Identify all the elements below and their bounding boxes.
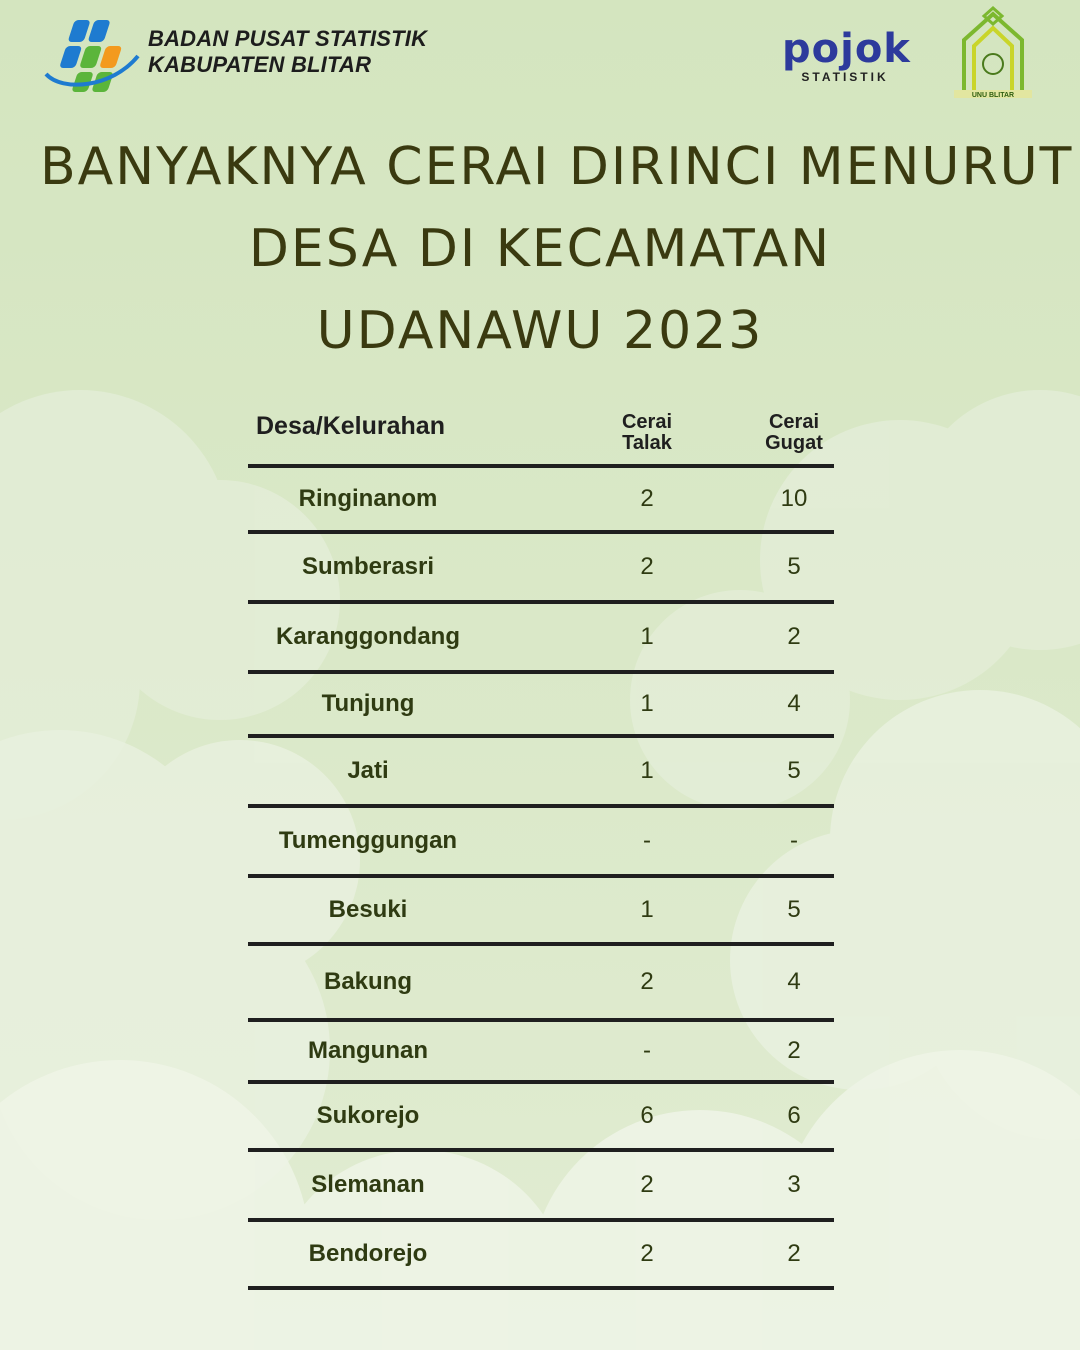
cell-cerai-talak: 2 bbox=[640, 968, 654, 995]
cell-cerai-talak: 2 bbox=[640, 1240, 654, 1267]
cell-cerai-talak: 1 bbox=[640, 896, 654, 923]
cell-desa: Karanggondang bbox=[276, 623, 460, 650]
cell-cerai-gugat: 3 bbox=[787, 1171, 801, 1198]
cell-cerai-talak: - bbox=[643, 1037, 651, 1064]
table-row bbox=[248, 534, 834, 604]
cell-cerai-gugat: 2 bbox=[787, 623, 801, 650]
cell-cerai-gugat: 6 bbox=[787, 1102, 801, 1129]
column-header-cerai-gugat bbox=[744, 412, 844, 454]
cell-desa: Slemanan bbox=[311, 1171, 425, 1198]
table-row bbox=[248, 1022, 834, 1084]
header-gugat-line1: Cerai bbox=[768, 411, 820, 433]
title-line3: UDANAWU 2023 bbox=[316, 301, 764, 361]
table-body bbox=[248, 468, 834, 1290]
cell-desa: Sukorejo bbox=[316, 1102, 420, 1129]
cell-cerai-talak: 2 bbox=[640, 1171, 654, 1198]
cell-cerai-gugat: 2 bbox=[787, 1037, 801, 1064]
cell-cerai-gugat: 4 bbox=[787, 968, 801, 995]
pojok-subtitle: STATISTIK bbox=[801, 70, 889, 84]
cell-desa: Sumberasri bbox=[301, 553, 435, 580]
title-line1: BANYAKNYA CERAI DIRINCI MENURUT bbox=[40, 137, 1074, 197]
table-row bbox=[248, 1084, 834, 1152]
table-row bbox=[248, 1152, 834, 1222]
cell-cerai-gugat: 10 bbox=[780, 485, 808, 512]
cell-desa: Bakung bbox=[323, 968, 412, 995]
table-row bbox=[248, 808, 834, 878]
column-header-cerai-talak bbox=[597, 412, 697, 454]
cell-cerai-talak: 6 bbox=[640, 1102, 654, 1129]
header-talak-line1: Cerai bbox=[621, 411, 673, 433]
cell-cerai-talak: 1 bbox=[640, 757, 654, 784]
table-row bbox=[248, 946, 834, 1022]
organization-name bbox=[148, 26, 427, 78]
cell-cerai-talak: 2 bbox=[640, 485, 654, 512]
cell-desa: Mangunan bbox=[308, 1037, 428, 1064]
cell-desa: Tunjung bbox=[321, 690, 415, 717]
header-gugat-line2: Gugat bbox=[765, 432, 823, 454]
cell-cerai-gugat: 4 bbox=[787, 690, 801, 717]
org-name-line2: KABUPATEN BLITAR bbox=[148, 52, 372, 77]
cell-cerai-talak: - bbox=[643, 827, 651, 854]
org-name-line1: BADAN PUSAT STATISTIK bbox=[148, 26, 428, 51]
cell-desa: Tumenggungan bbox=[278, 827, 458, 854]
cell-cerai-gugat: - bbox=[790, 827, 798, 854]
header-talak-line2: Talak bbox=[622, 432, 672, 454]
cell-desa: Bendorejo bbox=[308, 1240, 428, 1267]
cell-cerai-gugat: 2 bbox=[787, 1240, 801, 1267]
table-row bbox=[248, 468, 834, 534]
table-row bbox=[248, 604, 834, 674]
divorce-table bbox=[248, 400, 834, 1290]
header bbox=[0, 0, 1080, 110]
cell-cerai-gugat: 5 bbox=[787, 896, 801, 923]
pojok-statistik-logo bbox=[782, 26, 911, 86]
unu-label: UNU BLITAR bbox=[971, 92, 1015, 99]
cell-cerai-talak: 2 bbox=[640, 553, 654, 580]
cell-desa: Ringinanom bbox=[298, 485, 438, 512]
table-header bbox=[248, 400, 834, 468]
cell-desa: Jati bbox=[347, 757, 389, 784]
table-row bbox=[248, 674, 834, 738]
cell-cerai-gugat: 5 bbox=[787, 757, 801, 784]
table-row bbox=[248, 738, 834, 808]
pojok-wordmark: pojok bbox=[782, 26, 911, 72]
cell-cerai-gugat: 5 bbox=[787, 553, 801, 580]
cell-desa: Besuki bbox=[328, 896, 408, 923]
cell-cerai-talak: 1 bbox=[640, 690, 654, 717]
bps-logo-icon bbox=[42, 16, 142, 96]
column-header-desa: Desa/Kelurahan bbox=[256, 412, 445, 440]
page-title bbox=[40, 126, 1074, 372]
table-row bbox=[248, 878, 834, 946]
table-row bbox=[248, 1222, 834, 1290]
cell-cerai-talak: 1 bbox=[640, 623, 654, 650]
unu-blitar-logo-icon bbox=[950, 6, 1036, 100]
title-line2: DESA DI KECAMATAN bbox=[248, 219, 832, 279]
